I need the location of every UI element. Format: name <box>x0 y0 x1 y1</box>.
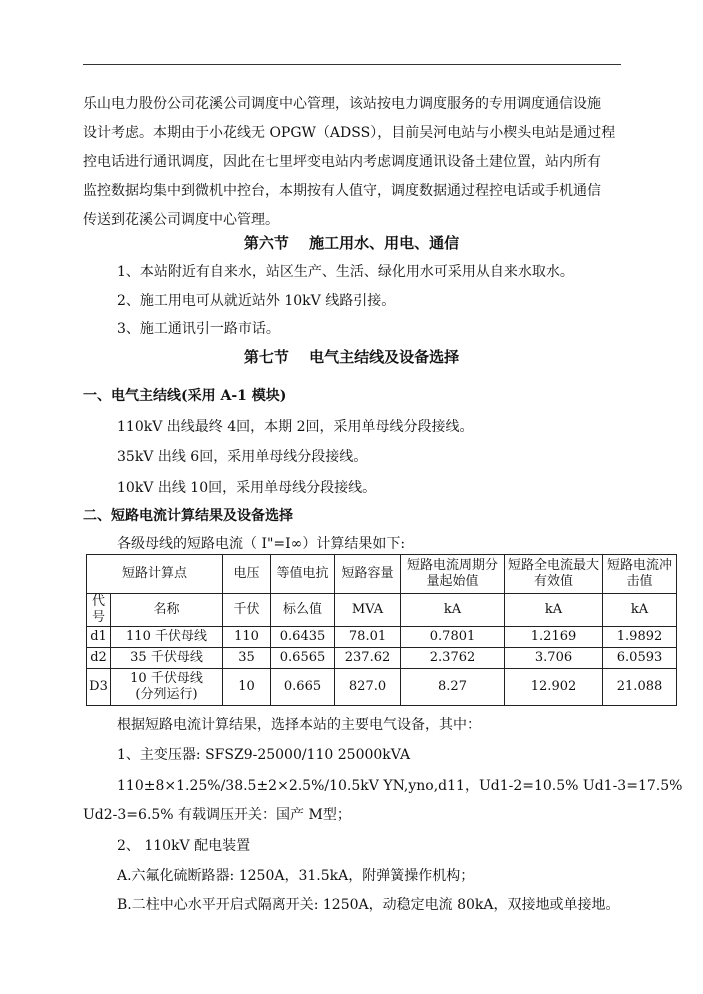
cell: d1 <box>87 627 111 648</box>
th-code: 代号 <box>87 594 111 627</box>
th-unit-ka-2: kA <box>505 594 603 627</box>
subsection2-title: 二、短路电流计算结果及设备选择 <box>83 508 293 524</box>
cell: 0.6565 <box>271 648 335 669</box>
main-wiring-110kv: 110kV 出线最终 4回，本期 2回，采用单母线分段接线。 <box>117 419 474 435</box>
cell: 110 <box>223 627 271 648</box>
short-circuit-table <box>86 554 677 706</box>
cell: d2 <box>87 648 111 669</box>
intro-line-5: 传送到花溪公司调度中心管理。 <box>83 212 279 228</box>
main-wiring-10kv: 10kV 出线 10回，采用单母线分段接线。 <box>117 480 377 496</box>
th-capacity: 短路容量 <box>335 555 401 594</box>
th-impulse-current: 短路电流冲击值 <box>603 555 677 594</box>
th-unit-mva: MVA <box>335 594 401 627</box>
cell: 0.6435 <box>271 627 335 648</box>
th-voltage: 电压 <box>223 555 271 594</box>
transformer-params-1: 110±8×1.25%/38.5±2×2.5%/10.5kV YN,yno,d11，Ud1-2=10.5% Ud1-3=17.5% <box>117 778 683 794</box>
cell: 1.9892 <box>603 627 677 648</box>
intro-line-4: 监控数据均集中到微机中控台，本期按有人值守，调度数据通过程控电话或手机通信 <box>83 183 601 199</box>
th-full-current: 短路全电流最大有效值 <box>505 555 603 594</box>
cell-name-line-1: 10 千伏母线 <box>130 671 203 686</box>
section6-title: 第六节 施工用水、用电、通信 <box>243 234 460 252</box>
cell: 3.706 <box>505 648 603 669</box>
cell: 8.27 <box>401 669 505 706</box>
transformer-params-2: Ud2-3=6.5% 有载调压开关：国产 M型； <box>83 807 351 823</box>
subsection1-title: 一、电气主结线(采用 A-1 模块) <box>83 388 287 404</box>
result-summary: 根据短路电流计算结果，选择本站的主要电气设备，其中： <box>117 717 481 733</box>
th-unit-ka-1: kA <box>401 594 505 627</box>
intro-line-3: 控电话进行通讯调度，因此在七里坪变电站内考虑调度通讯设备土建位置，站内所有 <box>83 154 601 170</box>
transformer-line: 1、主变压器: SFSZ9-25000/110 25000kVA <box>117 747 411 763</box>
section7-title: 第七节 电气主结线及设备选择 <box>243 348 460 366</box>
section6-item-2: 2、施工用电可从就近站外 10kV 线路引接。 <box>117 293 396 309</box>
intro-line-2: 设计考虑。本期由于小花线无 OPGW（ADSS），目前吴河电站与小楔头电站是通过程 <box>83 125 616 141</box>
breaker-line: A.六氟化硫断路器: 1250A，31.5kA，附弹簧操作机构； <box>117 868 475 884</box>
cell: 35 <box>223 648 271 669</box>
gis-title: 2、 110kV 配电装置 <box>117 838 251 854</box>
table-header-row-2 <box>87 594 677 627</box>
intro-line-1: 乐山电力股份公司花溪公司调度中心管理，该站按电力调度服务的专用调度通信设施 <box>83 96 601 112</box>
cell: 110 千伏母线 <box>111 627 223 648</box>
table-row <box>87 669 677 706</box>
cell: 35 千伏母线 <box>111 648 223 669</box>
cell: D3 <box>87 669 111 706</box>
cell: 21.088 <box>603 669 677 706</box>
section6-item-1: 1、本站附近有自来水，站区生产、生活、绿化用水可采用从自来水取水。 <box>117 264 574 280</box>
cell: 78.01 <box>335 627 401 648</box>
th-reactance: 等值电抗 <box>271 555 335 594</box>
cell: 0.665 <box>271 669 335 706</box>
table-intro: 各级母线的短路电流（ I"=I∞）计算结果如下: <box>117 536 406 552</box>
cell: 827.0 <box>335 669 401 706</box>
cell: 12.902 <box>505 669 603 706</box>
switch-line: B.二柱中心水平开启式隔离开关: 1250A，动稳定电流 80kA，双接地或单接地。 <box>117 897 620 913</box>
th-name: 名称 <box>111 594 223 627</box>
table-row <box>87 627 677 648</box>
th-initial-current: 短路电流周期分量起始值 <box>401 555 505 594</box>
header-rule <box>83 64 621 65</box>
cell: 1.2169 <box>505 627 603 648</box>
cell: 237.62 <box>335 648 401 669</box>
cell: 0.7801 <box>401 627 505 648</box>
cell: 10 <box>223 669 271 706</box>
cell: 2.3762 <box>401 648 505 669</box>
th-unit-pu: 标么值 <box>271 594 335 627</box>
cell: 6.0593 <box>603 648 677 669</box>
th-unit-ka-3: kA <box>603 594 677 627</box>
section6-item-3: 3、施工通讯引一路市话。 <box>117 321 280 337</box>
main-wiring-35kv: 35kV 出线 6回，采用单母线分段接线。 <box>117 449 368 465</box>
th-unit-kv: 千伏 <box>223 594 271 627</box>
table-row <box>87 648 677 669</box>
th-calc-point: 短路计算点 <box>87 555 223 594</box>
cell-name-line-2: (分列运行) <box>135 687 198 702</box>
cell-name <box>111 669 223 706</box>
table-header-row-1 <box>87 555 677 594</box>
